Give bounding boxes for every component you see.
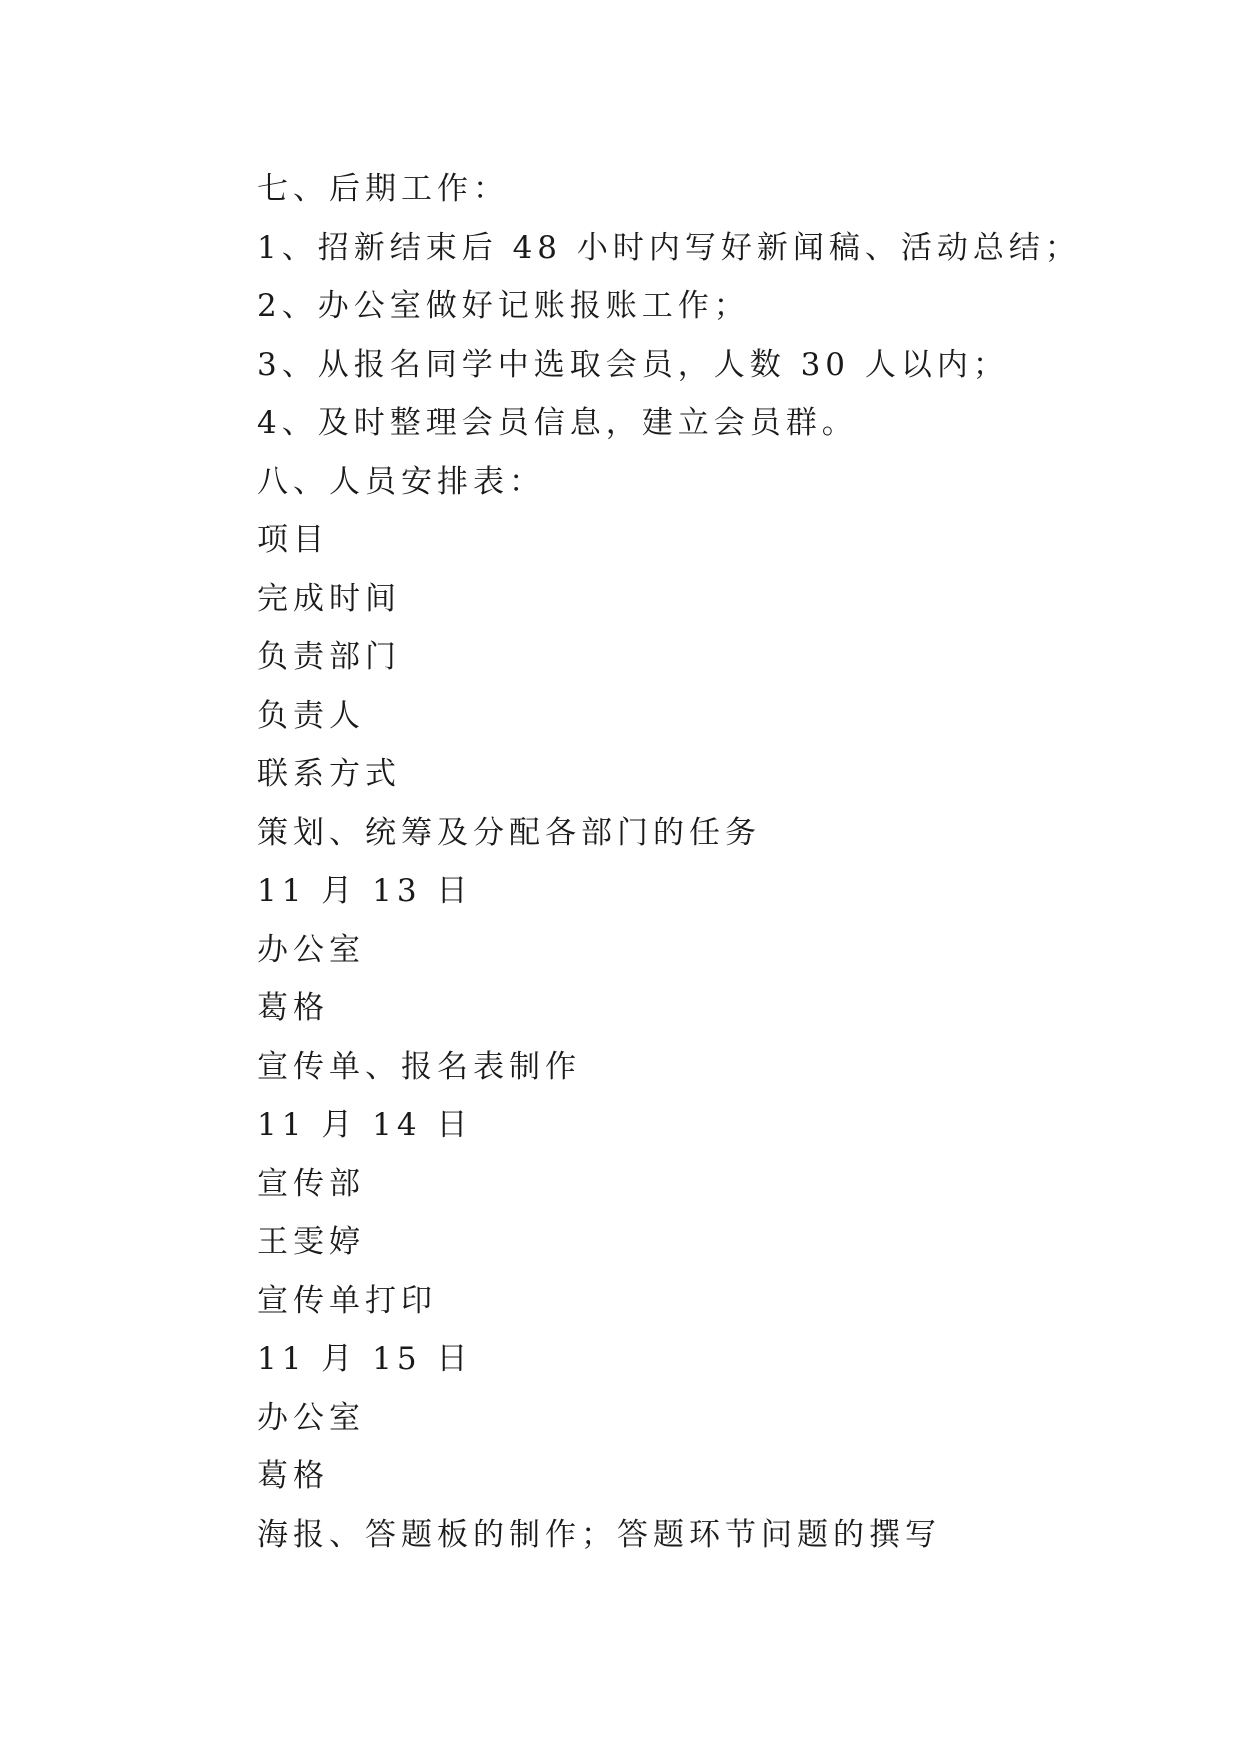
table-header-cell: 负责部门	[257, 639, 401, 675]
section-heading-post-work: 七、后期工作：	[257, 171, 509, 207]
section-heading-staff-table: 八、人员安排表：	[257, 463, 545, 500]
table-header-cell: 联系方式	[257, 756, 401, 792]
table-cell: 宣传部	[257, 1165, 365, 1202]
list-item: 2、办公室做好记账报账工作；	[257, 288, 750, 324]
table-cell: 海报、答题板的制作；答题环节问题的撰写	[257, 1516, 941, 1553]
table-cell: 策划、统筹及分配各部门的任务	[257, 814, 761, 851]
table-header-cell: 项目	[257, 522, 329, 558]
table-cell: 11 月 15 日	[257, 1341, 473, 1377]
list-item: 4、及时整理会员信息，建立会员群。	[257, 405, 858, 441]
list-item: 3、从报名同学中选取会员，人数 30 人以内；	[257, 346, 1009, 383]
table-cell: 葛格	[257, 1458, 329, 1494]
table-cell: 王雯婷	[257, 1224, 365, 1260]
table-cell: 宣传单、报名表制作	[257, 1048, 581, 1085]
table-header-cell: 完成时间	[257, 580, 401, 617]
table-cell: 办公室	[257, 1399, 365, 1436]
table-cell: 葛格	[257, 990, 329, 1026]
table-header-cell: 负责人	[257, 697, 365, 734]
table-cell: 宣传单打印	[257, 1282, 437, 1319]
table-cell: 11 月 14 日	[257, 1107, 473, 1143]
list-item: 1、招新结束后 48 小时内写好新闻稿、活动总结；	[257, 229, 1081, 266]
table-cell: 办公室	[257, 931, 365, 968]
table-cell: 11 月 13 日	[257, 873, 473, 909]
document-body	[257, 160, 1157, 1564]
